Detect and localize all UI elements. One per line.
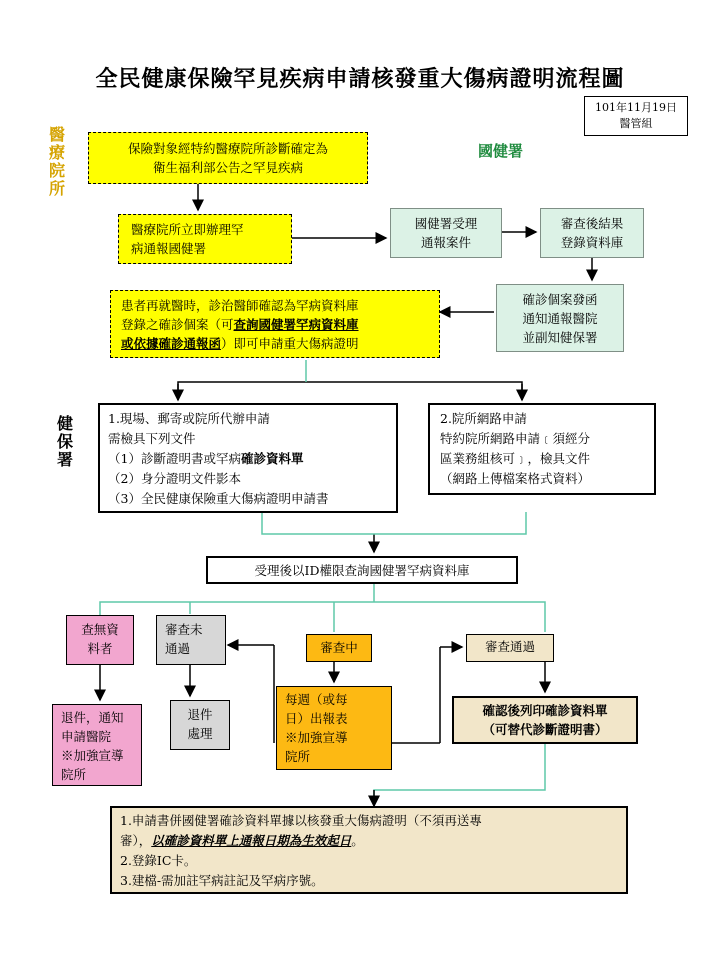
return-notify-box bbox=[52, 704, 142, 786]
online-line2: 特約院所網路申請﹝須經分 bbox=[440, 431, 591, 446]
report-box bbox=[118, 214, 292, 264]
final-line2-pre: 審）， bbox=[120, 833, 152, 848]
review-fail-line1: 審查未 bbox=[165, 622, 203, 637]
notify-line3: 並副知健保署 bbox=[522, 330, 598, 345]
apply-onsite-box bbox=[98, 403, 398, 513]
return-process-box bbox=[170, 700, 230, 750]
query-box bbox=[206, 556, 518, 584]
online-line1: 2.院所網路申請 bbox=[440, 411, 527, 426]
final-line2-bold: 以確診資料單上通報日期為生效起日 bbox=[151, 833, 352, 848]
return-notify-line3: ※加強宣導 bbox=[61, 748, 124, 763]
page-title: 全民健康保險罕見疾病申請核發重大傷病證明流程圖 bbox=[95, 66, 625, 92]
revisit-line2-bold: 查詢國健署罕病資料庫 bbox=[233, 317, 359, 332]
under-review-text: 審查中 bbox=[320, 640, 358, 655]
review-pass-box bbox=[466, 634, 554, 662]
onsite-line5: （3）全民健康保險重大傷病證明申請書 bbox=[108, 491, 329, 506]
register-box bbox=[540, 208, 644, 258]
return-process-line2: 處理 bbox=[187, 726, 213, 741]
final-line4: 3.建檔-需加註罕病註記及罕病序號。 bbox=[120, 873, 324, 888]
onsite-line3-bold: 確診資料單 bbox=[240, 451, 304, 466]
accept-box bbox=[390, 208, 502, 258]
final-line2-post: 。 bbox=[351, 833, 364, 848]
revisit-line3-post: ）即可申請重大傷病證明 bbox=[221, 336, 359, 351]
print-confirm-line2: （可替代診斷證明書） bbox=[482, 722, 608, 737]
date-text: 101年11月19日 bbox=[595, 101, 677, 114]
online-line3: 區業務組核可﹞，檢具文件 bbox=[440, 451, 591, 466]
onsite-line3 bbox=[108, 449, 396, 469]
no-data-line1: 查無資 bbox=[81, 622, 119, 637]
return-notify-line2: 申請醫院 bbox=[61, 729, 112, 744]
review-fail-box bbox=[156, 615, 226, 665]
under-review-box bbox=[306, 634, 372, 662]
onsite-line4: （2）身分證明文件影本 bbox=[108, 471, 241, 486]
final-line2 bbox=[120, 831, 626, 851]
online-line4: （網路上傳檔案格式資料） bbox=[440, 471, 591, 486]
notify-line1: 確診個案發函 bbox=[522, 292, 598, 307]
diagnosis-line2: 衛生福利部公告之罕見疾病 bbox=[152, 160, 303, 175]
final-box bbox=[110, 806, 628, 894]
accept-line2: 通報案件 bbox=[420, 235, 471, 250]
onsite-line1: 1.現場、郵寄或院所代辦申請 bbox=[108, 411, 270, 426]
department-text: 醫管組 bbox=[619, 117, 653, 130]
query-text: 受理後以ID權限查詢國健署罕病資料庫 bbox=[254, 563, 470, 578]
weekly-line2: 日）出報表 bbox=[285, 711, 348, 726]
print-confirm-line1: 確認後列印確診資料單 bbox=[482, 703, 608, 718]
review-pass-text: 審查通過 bbox=[484, 639, 535, 654]
weekly-report-box bbox=[276, 686, 392, 770]
diagnosis-line1: 保險對象經特約醫療院所診斷確定為 bbox=[127, 141, 328, 156]
revisit-line2 bbox=[121, 315, 439, 334]
notify-line2: 通知通報醫院 bbox=[522, 311, 598, 326]
final-line3: 2.登錄IC卡。 bbox=[120, 853, 197, 868]
accept-line1: 國健署受理 bbox=[414, 216, 478, 231]
nhi-side-label: 健保署 bbox=[56, 414, 73, 469]
review-fail-line2: 通過 bbox=[165, 641, 191, 656]
weekly-line1: 每週（或每 bbox=[285, 692, 348, 707]
revisit-line2-pre: 登錄之確診個案（可 bbox=[121, 317, 234, 332]
apply-online-box bbox=[428, 403, 656, 495]
diagnosis-box bbox=[88, 132, 368, 184]
return-notify-line1: 退件，通知 bbox=[61, 710, 124, 725]
hospital-side-label: 醫療院所 bbox=[48, 125, 65, 198]
notify-box bbox=[496, 284, 624, 352]
register-line1: 審查後結果 bbox=[560, 216, 624, 231]
report-line1: 醫療院所立即辦理罕 bbox=[131, 222, 244, 237]
no-data-line2: 料者 bbox=[87, 641, 113, 656]
report-line2: 病通報國健署 bbox=[131, 241, 207, 256]
split-branch bbox=[178, 382, 522, 400]
revisit-line3-bold: 或依據確診通報函 bbox=[121, 336, 222, 351]
weekly-line3: ※加強宣導 bbox=[285, 730, 348, 745]
health-promotion-label: 國健署 bbox=[478, 142, 524, 160]
revisit-box bbox=[110, 290, 440, 358]
revisit-line3 bbox=[121, 334, 439, 353]
onsite-line2: 需檢具下列文件 bbox=[108, 431, 196, 446]
return-notify-line4: 院所 bbox=[61, 767, 87, 782]
final-line1: 1.申請書併國健署確診資料單據以核發重大傷病證明（不須再送專 bbox=[120, 813, 482, 828]
weekly-line4: 院所 bbox=[285, 749, 311, 764]
revisit-line1: 患者再就醫時，診治醫師確認為罕病資料庫 bbox=[121, 298, 359, 313]
print-confirm-box bbox=[452, 696, 638, 744]
no-data-box bbox=[66, 615, 134, 665]
return-process-line1: 退件 bbox=[187, 707, 213, 722]
onsite-line3-pre: （1）診斷證明書或罕病 bbox=[108, 451, 241, 466]
register-line2: 登錄資料庫 bbox=[560, 235, 624, 250]
